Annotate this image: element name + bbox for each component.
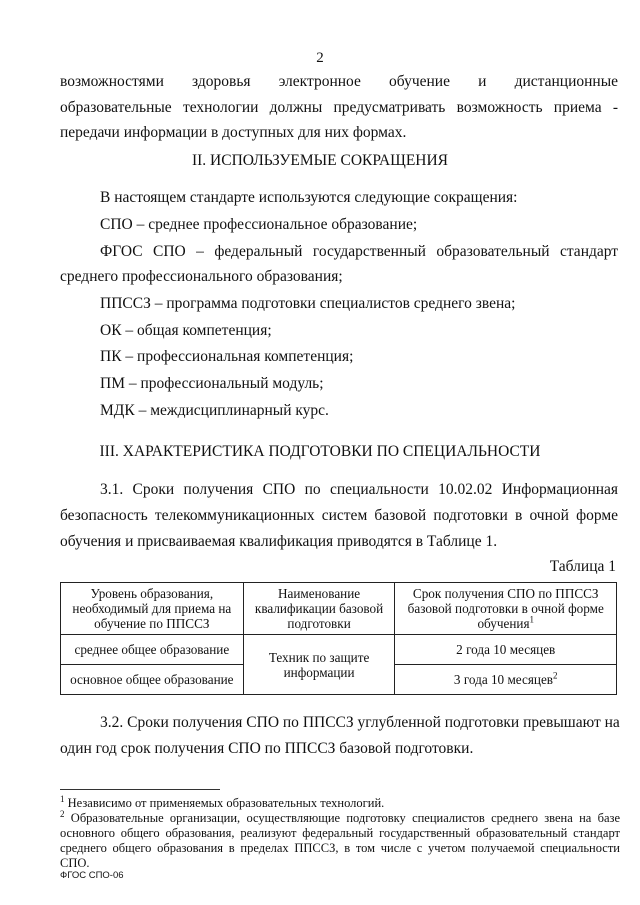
- cell-qualification: Техник по защите информации: [243, 635, 395, 695]
- abbrev-pk: ПК – профессиональная компетенция;: [100, 348, 354, 365]
- p32-line-1: 3.2. Сроки получения СПО по ППССЗ углубленной подготовки превышают на: [100, 714, 620, 731]
- abbrev-mdk: МДК – междисциплинарный курс.: [100, 402, 329, 419]
- section-3-heading: III. ХАРАКТЕРИСТИКА ПОДГОТОВКИ ПО СПЕЦИАЛЬНОСТИ: [99, 443, 541, 460]
- footnote-1: $^1$ Независимо от применяемых образовательных технологий.: [60, 793, 385, 810]
- intro-line-1: возможностями здоровья электронное обучение и дистанционные: [60, 73, 618, 90]
- section-2-heading: II. ИСПОЛЬЗУЕМЫЕ СОКРАЩЕНИЯ: [191, 152, 449, 169]
- intro-line-3: передачи информации в доступных для них формах.: [60, 124, 407, 141]
- footnote-2: $^2$ Образовательные организации, осуществляющие подготовку специалистов среднего звена на базе основного общего образования, реализуют федеральный государственный образовательный стандарт среднего общего образования в пределах ППССЗ, в том числе с учетом получаемой специальности СПО.: [60, 808, 620, 870]
- table-header-row: [61, 583, 617, 635]
- table-1: [60, 582, 617, 695]
- intro-line-2: образовательные технологии должны предусматривать возможность приема -: [60, 99, 619, 116]
- table-row: [61, 635, 617, 665]
- header-qualification: Наименование квалификации базовой подготовки: [243, 583, 395, 635]
- table-caption: Таблица 1: [549, 558, 616, 575]
- header-term: Срок получения СПО по ППССЗ базовой подготовки в очной форме обучения$^1$: [395, 583, 617, 635]
- p32-line-2: один год срок получения СПО по ППССЗ базовой подготовки.: [60, 740, 474, 757]
- footnote-divider: [60, 789, 220, 790]
- abbrev-spo: СПО – среднее профессиональное образование;: [100, 216, 418, 233]
- cell-term: 3 года 10 месяцев$^2$: [395, 665, 617, 695]
- abbrev-intro: В настоящем стандарте используются следующие сокращения:: [100, 189, 518, 206]
- cell-level: основное общее образование: [61, 665, 244, 695]
- page-number: 2: [316, 50, 324, 66]
- abbrev-ppssz: ППССЗ – программа подготовки специалистов среднего звена;: [100, 295, 516, 312]
- abbrev-fgos-line-1: ФГОС СПО – федеральный государственный образовательный стандарт: [100, 243, 619, 260]
- p31-line-2: безопасность телекоммуникационных систем базовой подготовки в очной форме: [60, 507, 619, 524]
- abbrev-fgos-line-2: среднего профессионального образования;: [60, 268, 343, 285]
- abbrev-ok: ОК – общая компетенция;: [100, 322, 272, 339]
- p31-line-1: 3.1. Сроки получения СПО по специальности 10.02.02 Информационная: [100, 481, 619, 498]
- abbrev-pm: ПМ – профессиональный модуль;: [100, 375, 324, 392]
- cell-term: 2 года 10 месяцев: [395, 635, 617, 665]
- header-education-level: Уровень образования, необходимый для приема на обучение по ППССЗ: [61, 583, 244, 635]
- cell-level: среднее общее образование: [61, 635, 244, 665]
- document-footer: ФГОС СПО-06: [60, 870, 124, 881]
- p31-line-3: обучения и присваиваемая квалификация приводятся в Таблице 1.: [60, 533, 498, 550]
